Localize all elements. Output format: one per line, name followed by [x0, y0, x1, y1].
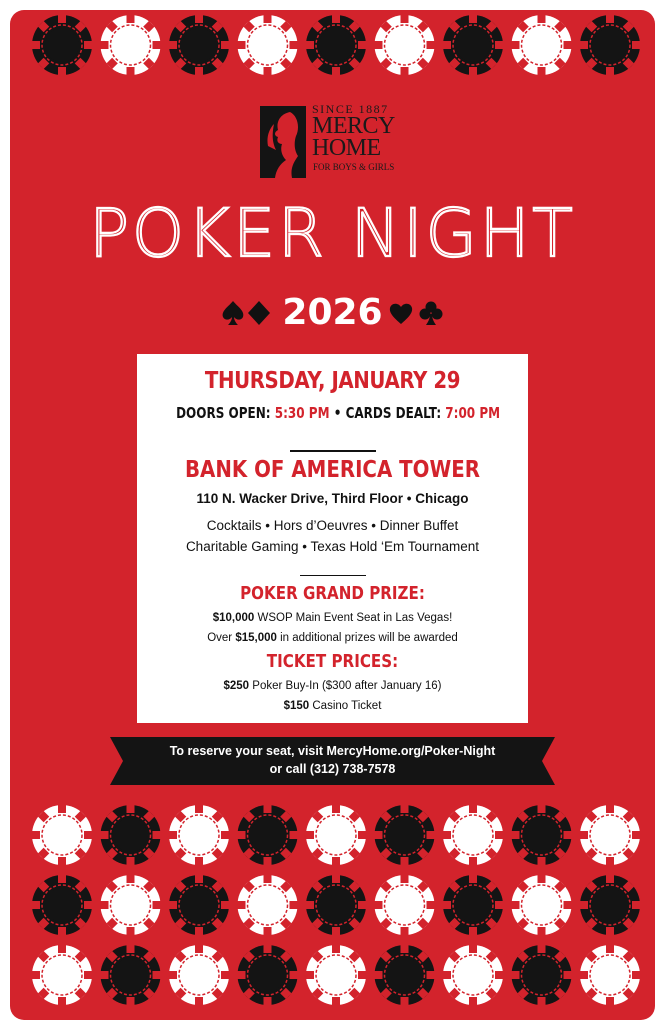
- poker-chip-black-icon: [375, 805, 435, 865]
- poker-chip-black-icon: [238, 805, 298, 865]
- logo-tagline: FOR BOYS & GIRLS: [313, 162, 395, 172]
- doors-label: DOORS OPEN:: [176, 404, 271, 422]
- poker-chip-white-icon: [238, 15, 298, 75]
- prize-text-1: WSOP Main Event Seat in Las Vegas!: [254, 612, 453, 624]
- chip-row-graphic: [10, 10, 655, 80]
- poker-chip-white-icon: [580, 945, 640, 1005]
- poker-chip-black-icon: [306, 875, 366, 935]
- poker-chip-white-icon: [238, 875, 298, 935]
- chip-row-bottom-3: [10, 940, 655, 1010]
- poker-chip-black-icon: [306, 15, 366, 75]
- poker-chip-white-icon: [306, 805, 366, 865]
- poker-chip-white-icon: [375, 15, 435, 75]
- ticket-details: [137, 676, 528, 716]
- page-title: POKER NIGHT: [89, 195, 576, 272]
- event-year: 2026: [282, 292, 383, 333]
- doors-time: 5:30 PM: [274, 404, 330, 422]
- cards-time: 7:00 PM: [445, 404, 501, 422]
- divider: [290, 450, 376, 452]
- poker-chip-black-icon: [580, 875, 640, 935]
- logo-since: SINCE 1887: [312, 102, 389, 116]
- cta-text: [110, 742, 555, 778]
- prize-prefix-2: Over: [207, 632, 236, 644]
- mercy-home-logo: [260, 102, 420, 192]
- poker-chip-white-icon: [101, 875, 161, 935]
- poker-chip-black-icon: [443, 15, 503, 75]
- times-separator: •: [333, 404, 342, 422]
- cta-line-2[interactable]: or call (312) 738-7578: [269, 762, 396, 776]
- features-line-2: Charitable Gaming • Texas Hold ‘Em Tournament: [185, 539, 480, 554]
- poker-chip-white-icon: [443, 945, 503, 1005]
- poster: [10, 10, 655, 1020]
- poker-chip-black-icon: [101, 805, 161, 865]
- poker-chip-black-icon: [238, 945, 298, 1005]
- prize-heading: POKER GRAND PRIZE:: [240, 583, 425, 604]
- poker-chip-white-icon: [512, 15, 572, 75]
- mercy-home-silhouette-icon: [260, 106, 306, 178]
- cards-label: CARDS DEALT:: [345, 404, 442, 422]
- poker-chip-white-icon: [169, 945, 229, 1005]
- event-date: THURSDAY, JANUARY 29: [204, 368, 461, 394]
- chip-row-graphic: [10, 870, 655, 940]
- logo-home: HOME: [312, 135, 381, 161]
- poker-chip-black-icon: [375, 945, 435, 1005]
- poker-chip-black-icon: [512, 805, 572, 865]
- venue-name: BANK OF AMERICA TOWER: [184, 457, 481, 483]
- club-icon: [418, 300, 444, 326]
- chip-row-top: [10, 10, 655, 80]
- prize-details: [137, 608, 528, 648]
- venue-features: [137, 515, 528, 557]
- chip-row-bottom-2: [10, 870, 655, 940]
- cta-banner: [110, 737, 555, 785]
- poker-chip-white-icon: [375, 875, 435, 935]
- venue-address: 110 N. Wacker Drive, Third Floor • Chicago: [196, 491, 469, 506]
- poker-chip-white-icon: [169, 805, 229, 865]
- poker-chip-white-icon: [580, 805, 640, 865]
- poker-chip-white-icon: [101, 15, 161, 75]
- ticket-heading: TICKET PRICES:: [266, 651, 399, 672]
- poker-chip-black-icon: [443, 875, 503, 935]
- ticket-text-1: Poker Buy-In ($300 after January 16): [249, 680, 442, 692]
- poker-chip-black-icon: [101, 945, 161, 1005]
- ticket-amount-2: $150: [283, 700, 310, 712]
- chip-row-graphic: [10, 800, 655, 870]
- logo-mercy: MERCY: [312, 113, 395, 139]
- prize-text-2: in additional prizes will be awarded: [276, 632, 458, 644]
- cta-line-1[interactable]: To reserve your seat, visit MercyHome.org/Poker-Night: [169, 744, 496, 758]
- ticket-amount-1: $250: [223, 680, 250, 692]
- poker-chip-black-icon: [169, 15, 229, 75]
- poker-chip-black-icon: [512, 945, 572, 1005]
- prize-amount-2: $15,000: [235, 632, 277, 644]
- poker-chip-black-icon: [32, 15, 92, 75]
- chip-row-graphic: [10, 940, 655, 1010]
- poker-chip-black-icon: [169, 875, 229, 935]
- spade-icon: [220, 300, 246, 326]
- year-row: [10, 290, 655, 340]
- features-line-1: Cocktails • Hors d’Oeuvres • Dinner Buffet: [206, 518, 459, 533]
- poker-chip-white-icon: [306, 945, 366, 1005]
- poker-chip-white-icon: [32, 805, 92, 865]
- ticket-line-1: [137, 676, 528, 696]
- poker-chip-white-icon: [32, 945, 92, 1005]
- prize-line-1: [137, 608, 528, 628]
- prize-amount-1: $10,000: [212, 612, 255, 624]
- poker-chip-black-icon: [580, 15, 640, 75]
- chip-row-bottom-1: [10, 800, 655, 870]
- diamond-icon: [246, 300, 272, 326]
- poker-chip-white-icon: [512, 875, 572, 935]
- divider: [300, 575, 366, 576]
- ticket-text-2: Casino Ticket: [309, 700, 382, 712]
- ticket-line-2: [137, 696, 528, 716]
- poker-chip-white-icon: [443, 805, 503, 865]
- heart-icon: [388, 300, 414, 326]
- event-times: [176, 404, 501, 422]
- event-details-card: [137, 354, 528, 723]
- poker-chip-black-icon: [32, 875, 92, 935]
- prize-line-2: [137, 628, 528, 648]
